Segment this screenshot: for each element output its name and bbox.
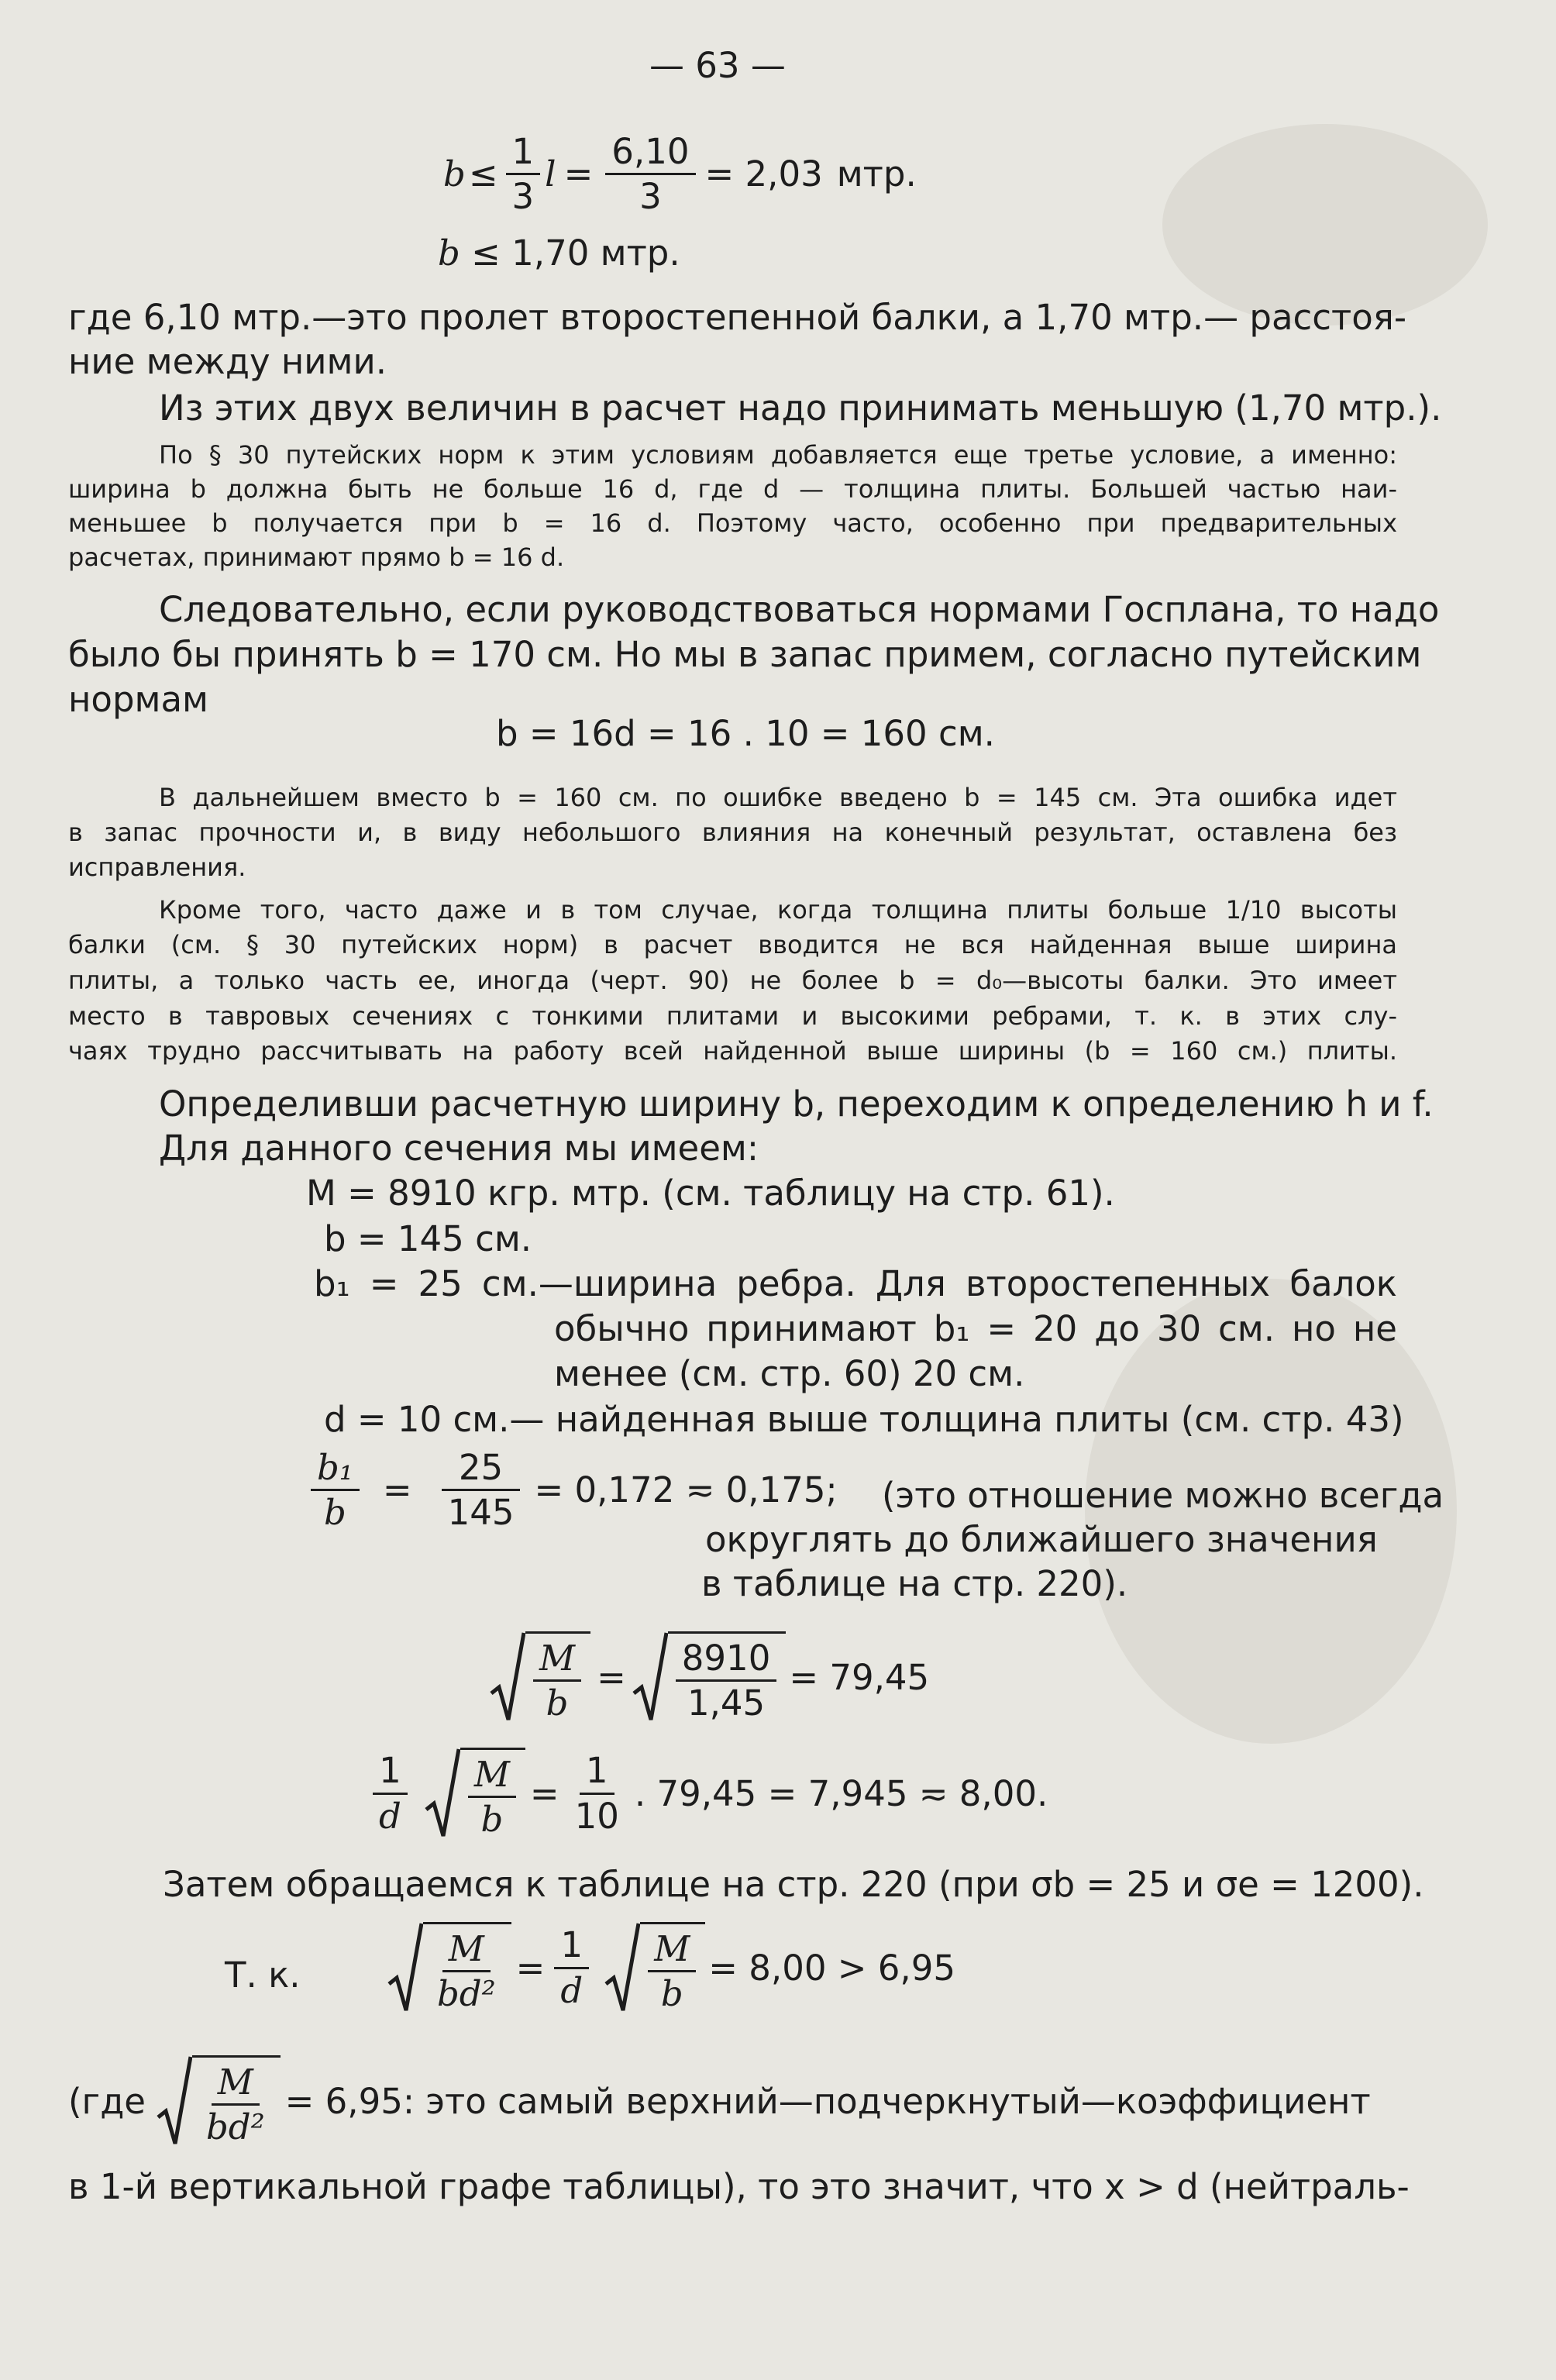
text-line: где 6,10 мтр.—это пролет второстепенной балки, а 1,70 мтр.— расстоя- xyxy=(68,297,1407,338)
text-line: Для данного сечения мы имеем: xyxy=(159,1128,759,1169)
ratio-comment: (это отношение можно всегда xyxy=(882,1475,1444,1516)
text-line: Затем обращаемся к таблице на стр. 220 (при σb = 25 и σe = 1200). xyxy=(163,1864,1424,1905)
fraction-one-third: $\frac{1}{3}$ xyxy=(506,133,541,215)
text-line: нормам xyxy=(68,679,208,720)
formula-ratio: $\frac{\text{b₁}}{b}$ = $\frac{25}{145}$ = 0,172 ≂ 0,175; xyxy=(306,1449,838,1531)
radical-sign-icon xyxy=(425,1748,460,1839)
radical-sign-icon xyxy=(157,2055,192,2147)
formula-comparison: $\frac{M}{\text{bd²}}$ = $\frac{1}{d}$ $\frac{M}{b}$ = 8,00 > 6,95 xyxy=(387,1922,955,2013)
footnote-line: балки (см. § 30 путейских норм) в расчет вводится не вся найденная выше ширина xyxy=(68,930,1397,959)
footnote-line: место в тавровых сечениях с тонкими плитами и высокими ребрами, т. к. в этих слу- xyxy=(68,1001,1397,1031)
footnote-line: меньшее b получается при b = 16 d. Поэтому часто, особенно при предварительных xyxy=(68,508,1397,538)
square-root: $\frac{M}{\text{bd²}}$ xyxy=(387,1922,511,2013)
paper-stain xyxy=(1162,124,1488,325)
radical-sign-icon xyxy=(387,1922,423,2013)
radical-sign-icon xyxy=(604,1922,640,2013)
footnote-line: чаях трудно рассчитывать на работу всей найденной выше ширины (b = 160 см.) плиты. xyxy=(68,1036,1397,1066)
text-line: в 1-й вертикальной графе таблицы), то это значит, что x > d (нейтраль- xyxy=(68,2166,1410,2207)
text-line-with-formula: (где $\frac{M}{\text{bd²}}$ = 6,95: это самый верхний—подчеркнутый—коэффициент xyxy=(68,2055,1371,2147)
footnote-line: В дальнейшем вместо b = 160 см. по ошибке введено b = 145 см. Эта ошибка идет xyxy=(159,783,1397,812)
formula-effective-width: b = 16d = 16 . 10 = 160 см. xyxy=(496,713,995,754)
text-line: Определивши расчетную ширину b, переходим к определению h и f. xyxy=(159,1083,1434,1125)
square-root: $\frac{M}{b}$ xyxy=(490,1631,590,1723)
square-root: $\frac{M}{b}$ xyxy=(425,1748,525,1839)
footnote-line: в запас прочности и, в виду небольшого влияния на конечный результат, оставлена без xyxy=(68,818,1397,847)
given-width: b = 145 см. xyxy=(324,1218,532,1259)
radical-sign-icon xyxy=(632,1631,668,1723)
radical-sign-icon xyxy=(490,1631,525,1723)
given-rib-width-cont: обычно принимают b₁ = 20 до 30 см. но не xyxy=(554,1308,1397,1349)
tk-label: Т. к. xyxy=(225,1955,301,1996)
footnote-line: По § 30 путейских норм к этим условиям добавляется еще третье условие, а именно: xyxy=(159,440,1397,470)
square-root: $\frac{8910}{1,45}$ xyxy=(632,1631,787,1723)
text-line: Следовательно, если руководствоваться нормами Госплана, то надо xyxy=(159,589,1440,630)
text-paragraph: Из этих двух величин в расчет надо принимать меньшую (1,70 мтр.). xyxy=(159,387,1442,429)
footnote-line: расчетах, принимают прямо b = 16 d. xyxy=(68,542,565,572)
text-line: ние между ними. xyxy=(68,341,387,382)
formula-width-limit: b ≤ $\frac{1}{3}$ l = $\frac{6,10}{3}$ = 2,03 мтр. xyxy=(443,131,917,218)
given-slab-thickness: d = 10 см.— найденная выше толщина плиты (см. стр. 43) xyxy=(324,1399,1404,1440)
footnote-line: плиты, а только часть ее, иногда (черт. 90) не более b = d₀—высоты балки. Это имеет xyxy=(68,966,1397,995)
given-rib-width: b₁ = 25 см.—ширина ребра. Для второстепенных балок xyxy=(314,1263,1397,1304)
square-root: $\frac{M}{b}$ xyxy=(604,1922,705,2013)
square-root: $\frac{M}{\text{bd²}}$ xyxy=(157,2055,281,2147)
given-moment: M = 8910 кгр. мтр. (см. таблицу на стр. 61). xyxy=(306,1173,1115,1214)
fraction-span: $\frac{6,10}{3}$ xyxy=(605,133,695,215)
ratio-comment: округлять до ближайшего значения xyxy=(705,1519,1378,1560)
formula-sqrt-m-over-b: $\frac{M}{b}$ = $\frac{8910}{1,45}$ = 79,45 xyxy=(490,1631,929,1723)
formula-ratio-over-d: $\frac{1}{d}$ $\frac{M}{b}$ = $\frac{1}{10}$ . 79,45 = 7,945 ≂ 8,00. xyxy=(368,1748,1048,1839)
footnote-line: исправления. xyxy=(68,852,246,882)
ratio-comment: в таблице на стр. 220). xyxy=(701,1563,1128,1604)
page-number: — 63 — xyxy=(649,45,786,86)
formula-spacing-limit: b ≤ 1,70 мтр. xyxy=(438,232,680,274)
footnote-line: ширина b должна быть не больше 16 d, где d — толщина плиты. Большей частью наи- xyxy=(68,474,1397,504)
footnote-line: Кроме того, часто даже и в том случае, когда толщина плиты больше 1/10 высоты xyxy=(159,895,1397,925)
text-line: было бы принять b = 170 см. Но мы в запас примем, согласно путейским xyxy=(68,634,1422,675)
given-rib-width-cont: менее (см. стр. 60) 20 см. xyxy=(554,1353,1025,1394)
